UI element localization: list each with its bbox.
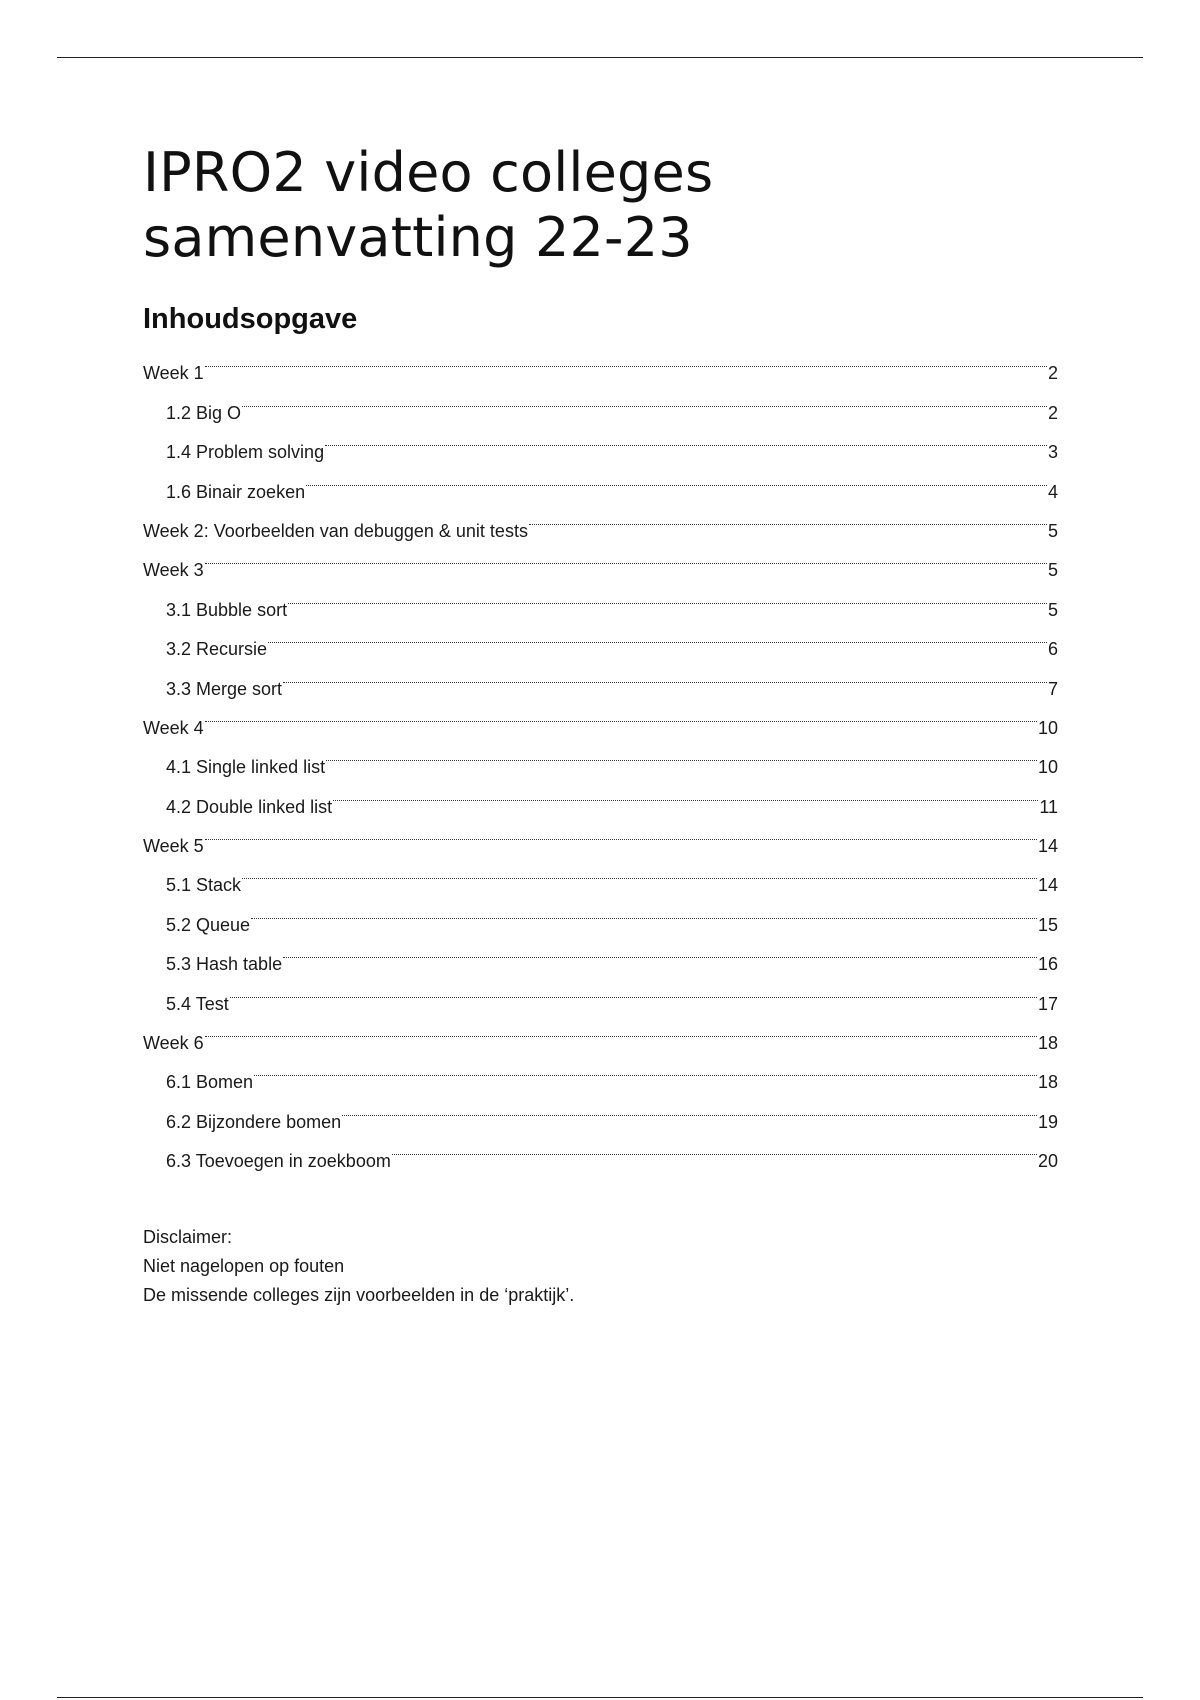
toc-entry-page-number: 10 xyxy=(1037,757,1058,778)
toc-entry[interactable] xyxy=(143,891,1058,935)
toc-entry-label: Week 3 xyxy=(143,560,204,581)
document-title-line-2: samenvatting 22-23 xyxy=(143,206,693,269)
toc-entry-page-number: 6 xyxy=(1047,639,1058,660)
toc-entry-page-number: 18 xyxy=(1037,1072,1058,1093)
toc-entry-page-number: 5 xyxy=(1047,599,1058,620)
toc-dot-leader xyxy=(333,773,1038,812)
toc-entry-label: 1.6 Binair zoeken xyxy=(166,481,306,502)
toc-dot-leader xyxy=(242,379,1047,418)
toc-entry-page-number: 19 xyxy=(1037,1111,1058,1132)
toc-dot-leader xyxy=(392,1128,1037,1167)
toc-entry-label: 5.2 Queue xyxy=(166,914,251,935)
toc-entry[interactable] xyxy=(143,576,1058,620)
toc-dot-leader xyxy=(205,537,1047,576)
toc-entry-label: 5.1 Stack xyxy=(166,875,242,896)
toc-entry-page-number: 20 xyxy=(1037,1151,1058,1172)
toc-heading: Inhoudsopgave xyxy=(143,303,358,335)
toc-dot-leader xyxy=(205,695,1037,734)
toc-entry-page-number: 2 xyxy=(1047,363,1058,384)
toc-dot-leader xyxy=(205,340,1047,379)
toc-entry-label: Week 1 xyxy=(143,363,204,384)
toc-entry[interactable] xyxy=(143,1010,1058,1054)
toc-dot-leader xyxy=(230,970,1037,1009)
toc-entry[interactable] xyxy=(143,970,1058,1014)
toc-dot-leader xyxy=(283,655,1047,694)
toc-entry-page-number: 5 xyxy=(1047,520,1058,541)
disclaimer-heading: Disclaimer: xyxy=(143,1227,233,1247)
toc-entry-page-number: 17 xyxy=(1037,993,1058,1014)
toc-dot-leader xyxy=(254,1049,1037,1088)
toc-entry-label: 5.3 Hash table xyxy=(166,954,283,975)
toc-entry-page-number: 14 xyxy=(1037,875,1058,896)
document-title xyxy=(143,140,843,270)
toc-entry-label: 4.1 Single linked list xyxy=(166,757,326,778)
toc-entry-page-number: 11 xyxy=(1039,796,1058,817)
toc-entry-page-number: 15 xyxy=(1037,914,1058,935)
toc-entry-label: 1.4 Problem solving xyxy=(166,442,325,463)
toc-entry-label: Week 2: Voorbeelden van debuggen & unit tests xyxy=(143,520,528,541)
toc-entry-label: 6.1 Bomen xyxy=(166,1072,254,1093)
toc-entry-page-number: 18 xyxy=(1037,1033,1058,1054)
toc-entry-page-number: 5 xyxy=(1047,560,1058,581)
toc-entry-label: 1.2 Big O xyxy=(166,402,242,423)
toc-dot-leader xyxy=(325,419,1047,458)
toc-dot-leader xyxy=(288,576,1047,615)
toc-dot-leader xyxy=(242,852,1037,891)
toc-entry[interactable] xyxy=(143,419,1058,463)
toc-entry[interactable] xyxy=(143,340,1058,384)
toc-entry[interactable] xyxy=(143,695,1058,738)
toc-entry-label: 6.3 Toevoegen in zoekboom xyxy=(166,1151,391,1172)
toc-dot-leader xyxy=(342,1088,1037,1127)
document-title-line-1: IPRO2 video colleges xyxy=(143,141,714,204)
toc-entry[interactable] xyxy=(143,1088,1058,1132)
toc-entry[interactable] xyxy=(143,537,1058,581)
toc-entry[interactable] xyxy=(143,931,1058,975)
toc-entry-page-number: 14 xyxy=(1037,836,1058,857)
toc-entry[interactable] xyxy=(143,655,1058,699)
toc-entry-label: Week 6 xyxy=(143,1033,204,1054)
toc-entry-label: 3.3 Merge sort xyxy=(166,678,283,699)
toc-entry-page-number: 10 xyxy=(1037,717,1058,738)
toc-entry-label: 4.2 Double linked list xyxy=(166,796,333,817)
toc-dot-leader xyxy=(268,616,1047,655)
toc-entry-label: 3.2 Recursie xyxy=(166,639,268,660)
toc-entry-page-number: 4 xyxy=(1047,481,1058,502)
toc-dot-leader xyxy=(529,498,1047,537)
toc-entry[interactable] xyxy=(143,616,1058,660)
toc-dot-leader xyxy=(205,1010,1037,1049)
disclaimer xyxy=(143,1223,1058,1310)
toc-entry[interactable] xyxy=(143,379,1058,423)
toc-entry[interactable] xyxy=(143,1049,1058,1093)
toc-dot-leader xyxy=(306,458,1047,497)
toc-entry-label: Week 5 xyxy=(143,836,204,857)
disclaimer-line-2: De missende colleges zijn voorbeelden in de ‘praktijk’. xyxy=(143,1285,575,1305)
toc-entry-label: 3.1 Bubble sort xyxy=(166,599,288,620)
toc-dot-leader xyxy=(251,891,1037,930)
toc-entry[interactable] xyxy=(143,813,1058,857)
page-content xyxy=(143,140,1058,1305)
table-of-contents xyxy=(143,340,1058,1172)
toc-dot-leader xyxy=(326,734,1037,773)
toc-entry[interactable] xyxy=(143,734,1058,778)
footer-rule xyxy=(57,1697,1143,1698)
toc-dot-leader xyxy=(283,931,1037,970)
toc-entry-page-number: 3 xyxy=(1047,442,1058,463)
toc-entry-label: 6.2 Bijzondere bomen xyxy=(166,1111,342,1132)
toc-dot-leader xyxy=(205,813,1037,852)
disclaimer-line-1: Niet nagelopen op fouten xyxy=(143,1256,345,1276)
toc-entry-label: Week 4 xyxy=(143,717,204,738)
toc-entry-page-number: 16 xyxy=(1037,954,1058,975)
toc-entry-label: 5.4 Test xyxy=(166,993,229,1014)
toc-entry[interactable] xyxy=(143,852,1058,896)
header-rule xyxy=(57,57,1143,58)
toc-entry-page-number: 7 xyxy=(1047,678,1058,699)
toc-entry-page-number: 2 xyxy=(1047,402,1058,423)
